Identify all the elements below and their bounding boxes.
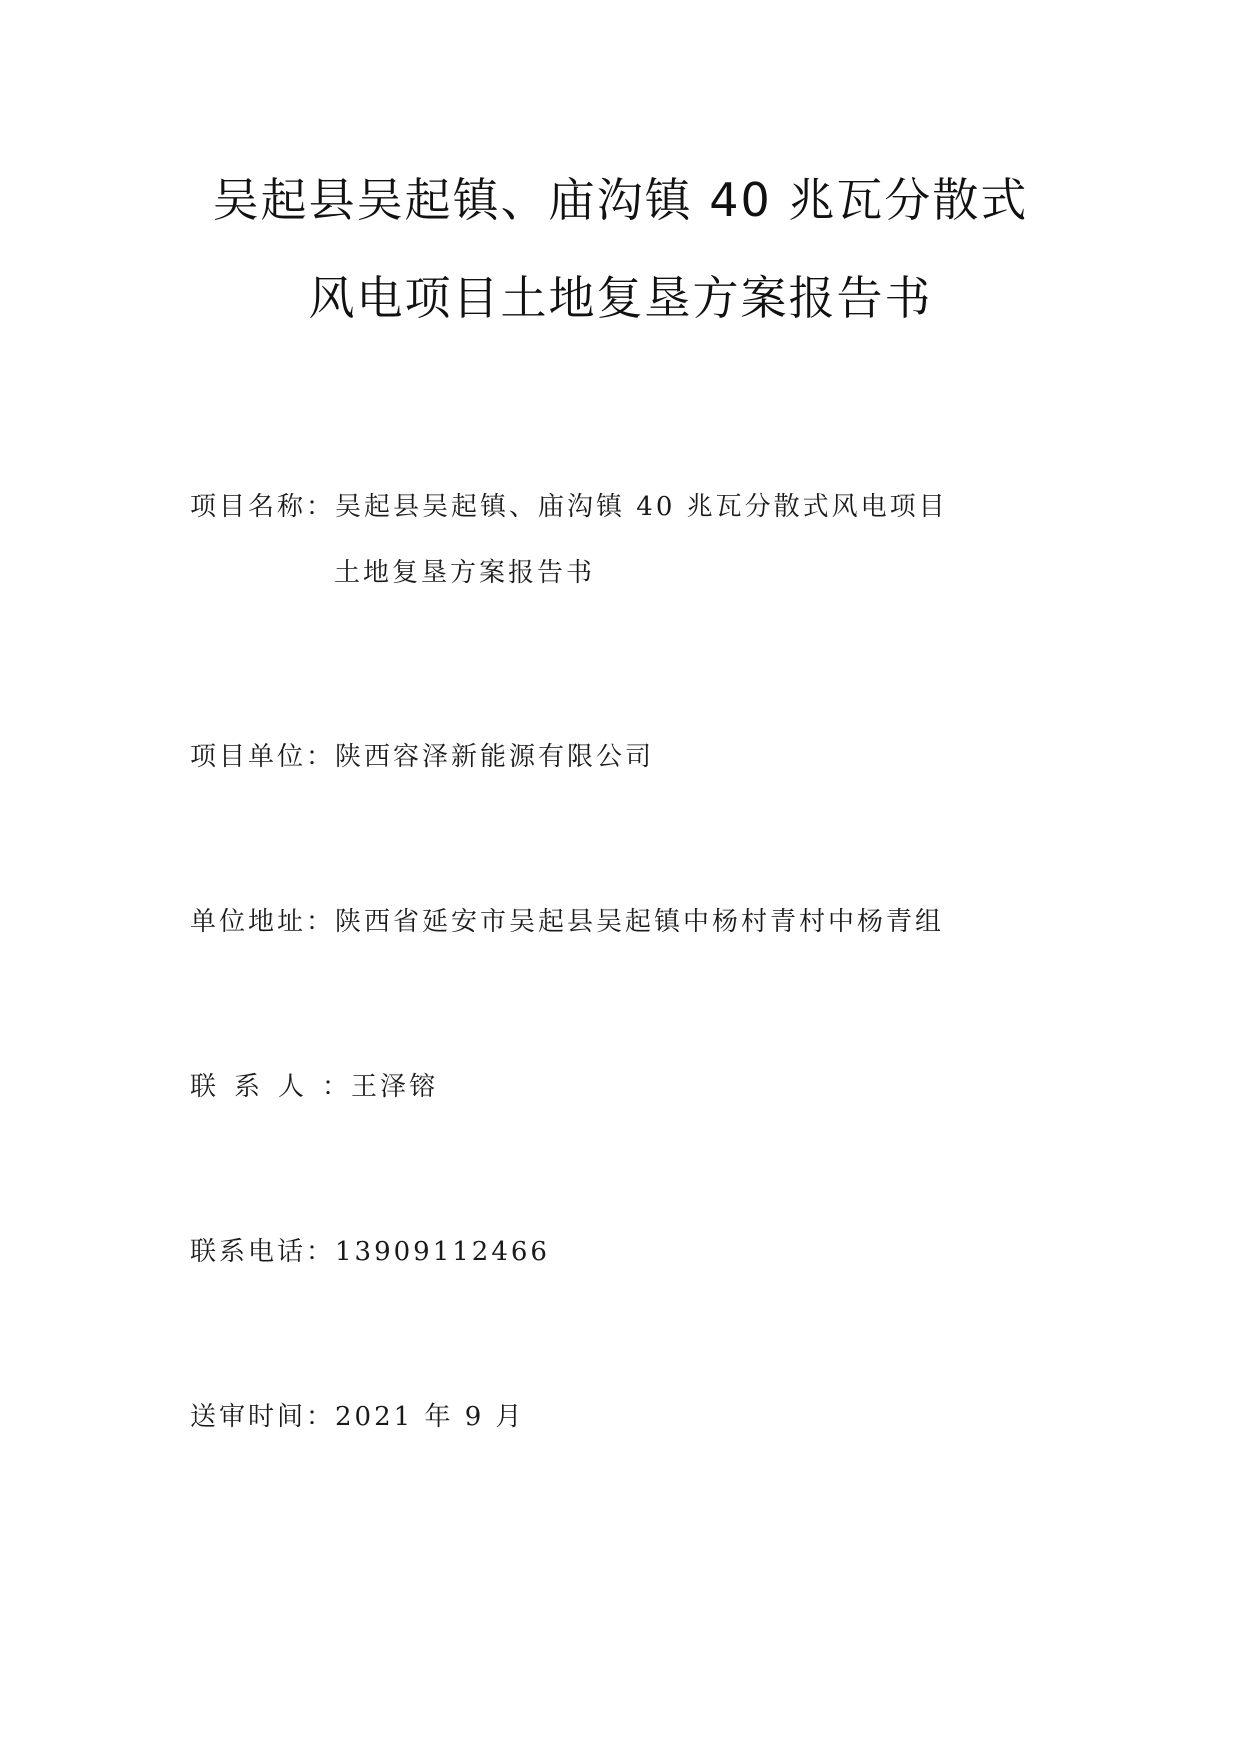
project-unit-label: 项目单位： (190, 742, 336, 772)
contact-person-label: 联系人 (190, 1072, 323, 1102)
document-title-line-1: 吴起县吴起镇、庙沟镇 40 兆瓦分散式 (212, 173, 1029, 227)
submission-date-label: 送审时间： (190, 1402, 336, 1432)
contact-phone-label: 联系电话： (190, 1237, 336, 1267)
unit-address-value: 陕西省延安市吴起县吴起镇中杨村青村中杨青组 (335, 907, 945, 937)
contact-phone-field (190, 1235, 550, 1269)
project-name-value: 吴起县吴起镇、庙沟镇 40 兆瓦分散式风电项目 (335, 492, 948, 522)
project-unit-value: 陕西容泽新能源有限公司 (335, 742, 655, 772)
contact-person-colon: ： (322, 1072, 352, 1102)
submission-date-field (190, 1400, 525, 1434)
unit-address-field (190, 905, 944, 939)
contact-person-field (190, 1070, 438, 1104)
unit-address-label: 单位地址： (190, 907, 336, 937)
project-name-value-continued: 土地复垦方案报告书 (334, 558, 596, 588)
contact-phone-value: 13909112466 (335, 1237, 550, 1267)
contact-person-value: 王泽镕 (351, 1072, 439, 1102)
project-unit-field (190, 740, 654, 774)
document-title-line-2: 风电项目土地复垦方案报告书 (308, 271, 933, 325)
project-name-field (190, 490, 948, 524)
project-name-label: 项目名称： (190, 492, 336, 522)
submission-date-value: 2021 年 9 月 (335, 1402, 525, 1432)
